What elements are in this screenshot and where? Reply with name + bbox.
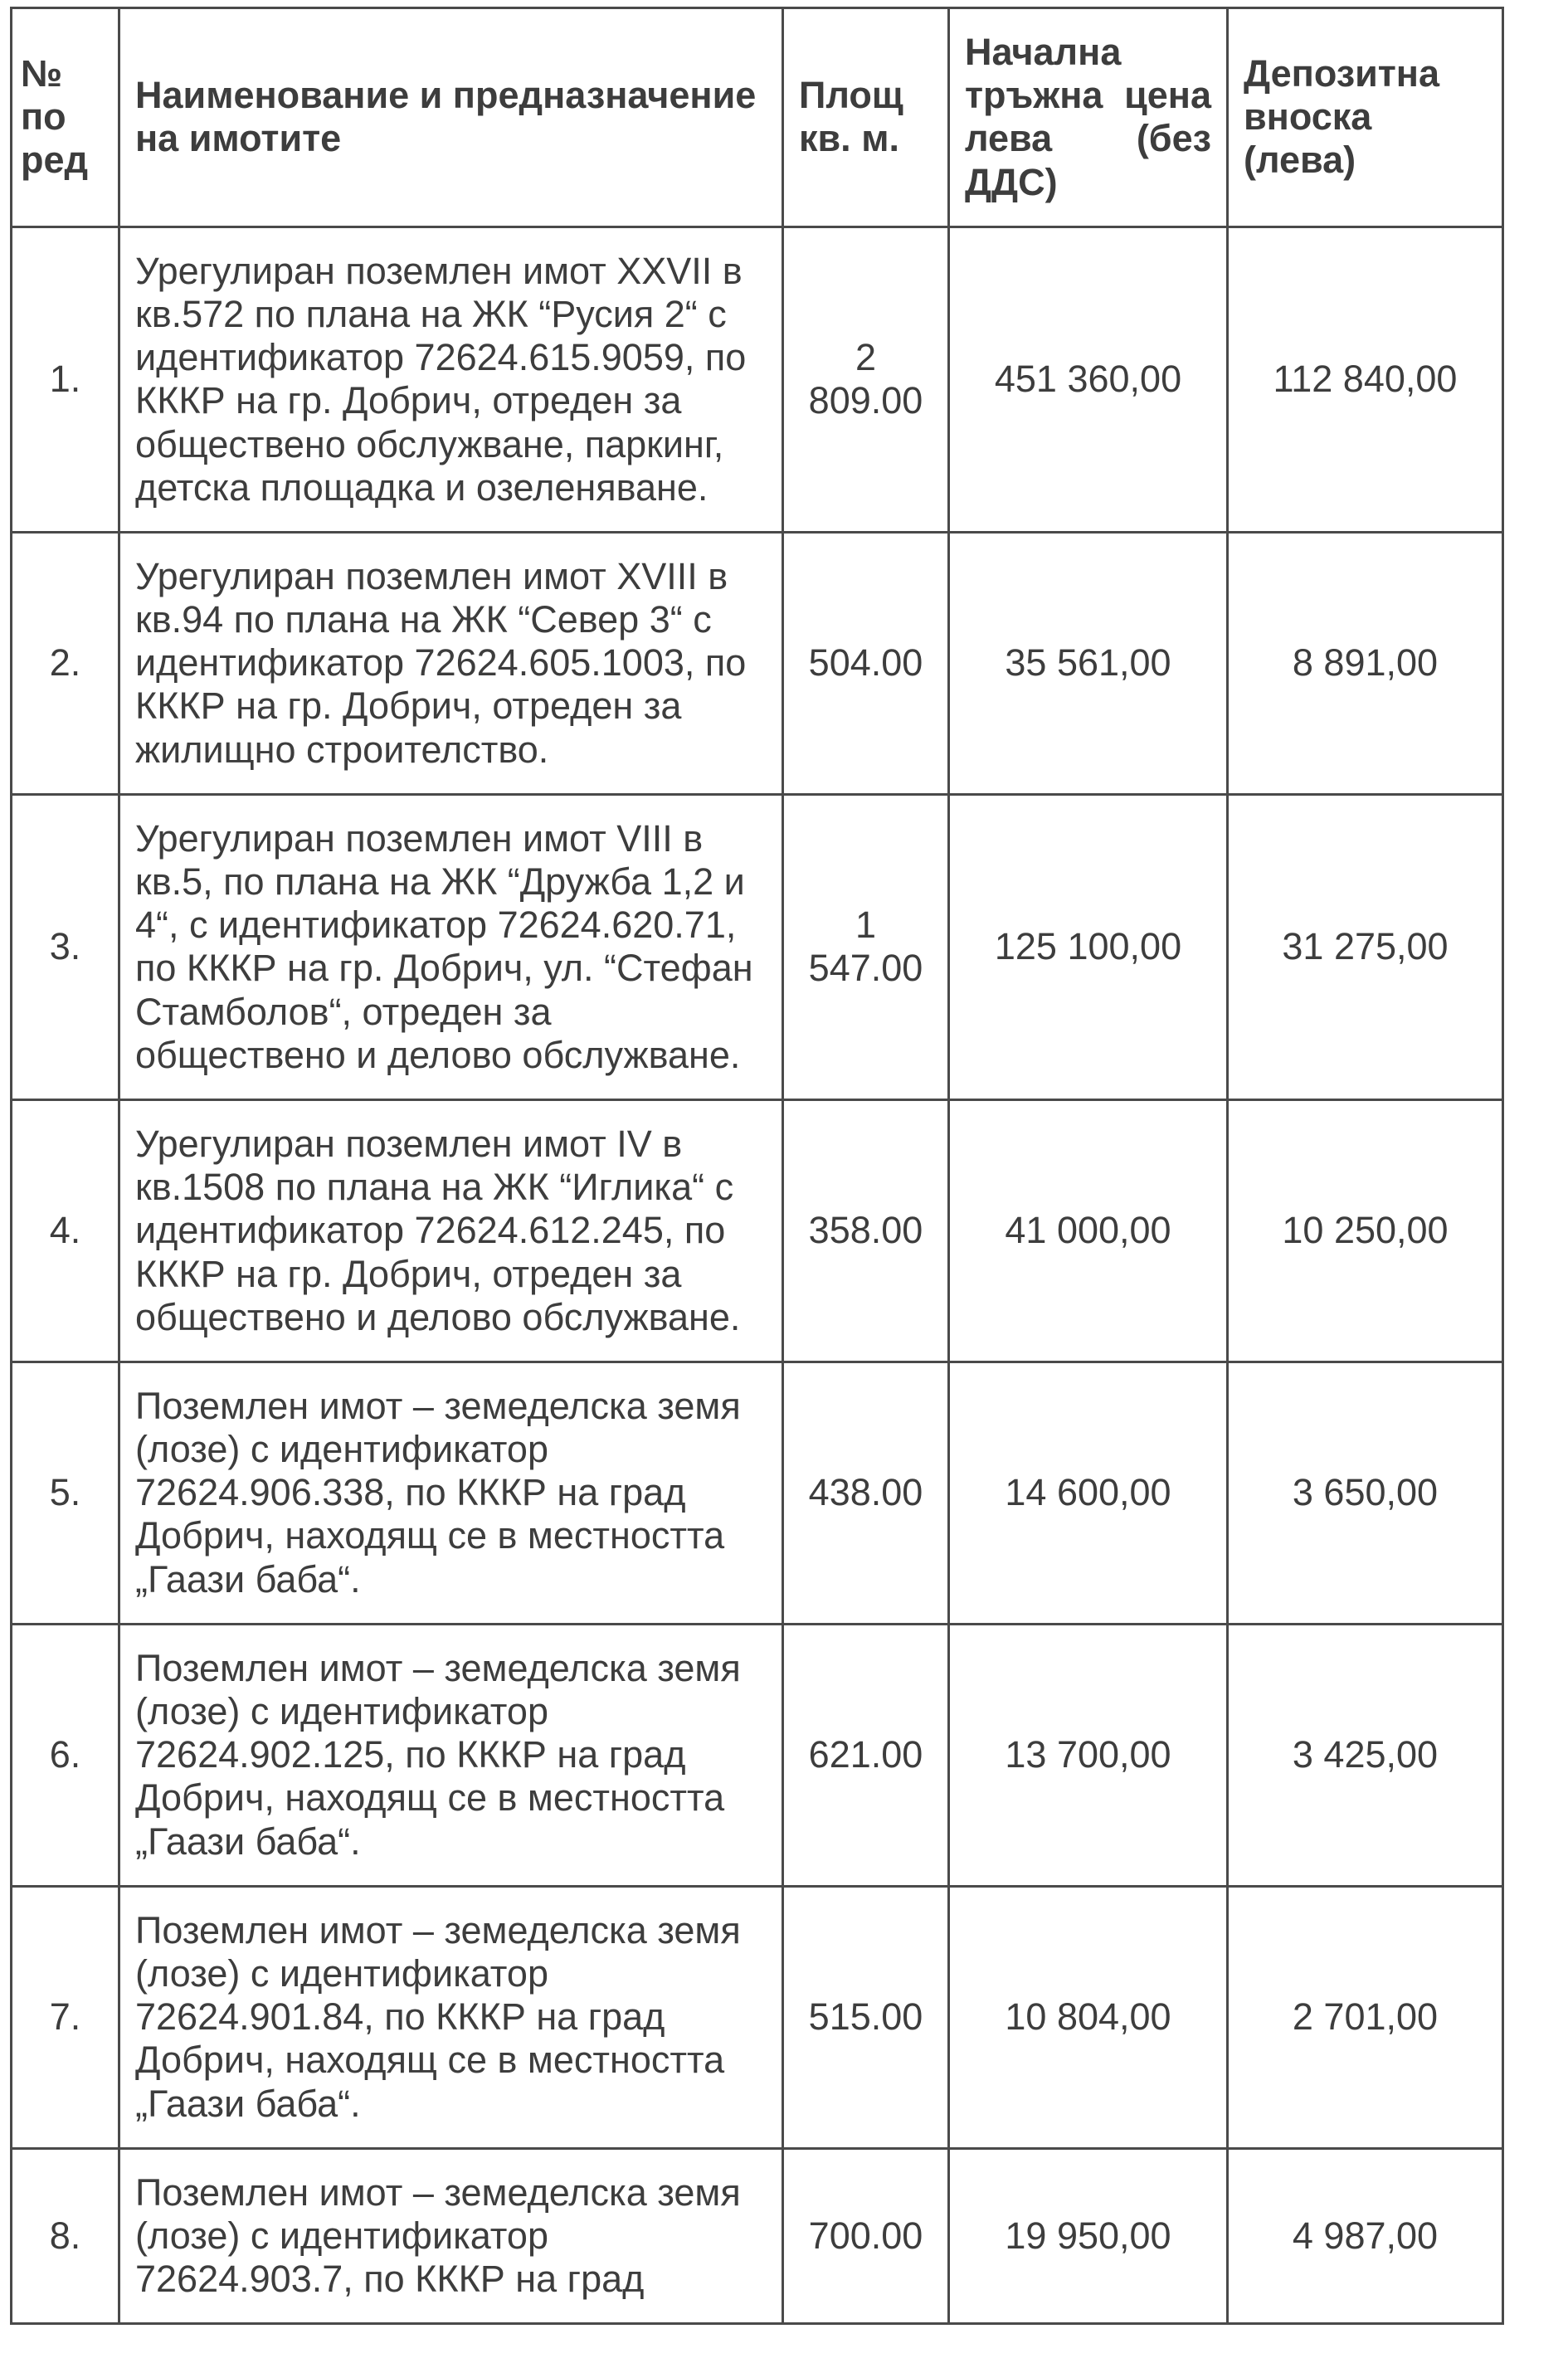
table-body [12, 227, 1503, 2324]
area-cell: 358.00 [783, 1099, 949, 1362]
starting-price-cell: 19 950,00 [949, 2148, 1228, 2324]
row-number-cell: 3. [12, 794, 119, 1099]
property-description-cell: Поземлен имот – земеделска земя (лозе) с идентификатор 72624.902.125, по КККР на град Добрич, находящ се в местността „Гаази баба“. [119, 1624, 783, 1886]
area-cell: 700.00 [783, 2148, 949, 2324]
property-description-cell: Урегулиран поземлен имот IV в кв.1508 по плана на ЖК “Иглика“ с идентификатор 72624.612.245, по КККР на гр. Добрич, отреден за обществено и делово обслужване. [119, 1099, 783, 1362]
property-description-cell: Урегулиран поземлен имот XXVII в кв.572 по плана на ЖК “Русия 2“ с идентификатор 72624.615.9059, по КККР на гр. Добрич, отреден за обществено обслужване, паркинг, детска площадка и озеленяване. [119, 227, 783, 532]
starting-price-cell: 13 700,00 [949, 1624, 1228, 1886]
properties-table [10, 7, 1504, 2325]
starting-price-cell: 125 100,00 [949, 794, 1228, 1099]
row-number-cell: 5. [12, 1362, 119, 1624]
starting-price-cell: 35 561,00 [949, 532, 1228, 794]
deposit-cell: 8 891,00 [1228, 532, 1503, 794]
table-header [12, 8, 1503, 227]
area-cell: 438.00 [783, 1362, 949, 1624]
deposit-cell: 2 701,00 [1228, 1886, 1503, 2148]
property-description-cell: Поземлен имот – земеделска земя (лозе) с идентификатор 72624.903.7, по КККР на град [119, 2148, 783, 2324]
row-number-cell: 6. [12, 1624, 119, 1886]
starting-price-cell: 41 000,00 [949, 1099, 1228, 1362]
area-cell: 504.00 [783, 532, 949, 794]
area-cell: 621.00 [783, 1624, 949, 1886]
row-number-cell: 7. [12, 1886, 119, 2148]
row-number-cell: 8. [12, 2148, 119, 2324]
table-row [12, 794, 1503, 1099]
table-row [12, 532, 1503, 794]
table-row [12, 1362, 1503, 1624]
deposit-cell: 10 250,00 [1228, 1099, 1503, 1362]
row-number-cell: 2. [12, 532, 119, 794]
starting-price-cell: 14 600,00 [949, 1362, 1228, 1624]
header-area: Площ кв. м. [783, 8, 949, 227]
deposit-cell: 3 650,00 [1228, 1362, 1503, 1624]
deposit-cell: 3 425,00 [1228, 1624, 1503, 1886]
table-row [12, 1886, 1503, 2148]
table-row [12, 1624, 1503, 1886]
table-row [12, 1099, 1503, 1362]
area-cell: 515.00 [783, 1886, 949, 2148]
deposit-cell: 31 275,00 [1228, 794, 1503, 1099]
row-number-cell: 4. [12, 1099, 119, 1362]
property-description-cell: Урегулиран поземлен имот XVIII в кв.94 по плана на ЖК “Север 3“ с идентификатор 72624.605.1003, по КККР на гр. Добрич, отреден за жилищно строителство. [119, 532, 783, 794]
table-row [12, 227, 1503, 532]
header-deposit: Депозитна вноска (лева) [1228, 8, 1503, 227]
table-row [12, 2148, 1503, 2324]
property-description-cell: Поземлен имот – земеделска земя (лозе) с идентификатор 72624.901.84, по КККР на град Добрич, находящ се в местността „Гаази баба“. [119, 1886, 783, 2148]
header-row [12, 8, 1503, 227]
header-property-name: Наименование и предназначение на имотите [119, 8, 783, 227]
deposit-cell: 4 987,00 [1228, 2148, 1503, 2324]
starting-price-cell: 451 360,00 [949, 227, 1228, 532]
header-starting-price: Начална тръжна цена лева (без ДДС) [949, 8, 1228, 227]
deposit-cell: 112 840,00 [1228, 227, 1503, 532]
property-description-cell: Поземлен имот – земеделска земя (лозе) с идентификатор 72624.906.338, по КККР на град Добрич, находящ се в местността „Гаази баба“. [119, 1362, 783, 1624]
starting-price-cell: 10 804,00 [949, 1886, 1228, 2148]
property-description-cell: Урегулиран поземлен имот VIII в кв.5, по плана на ЖК “Дружба 1,2 и 4“, с идентификатор 72624.620.71, по КККР на гр. Добрич, ул. “Стефан Стамболов“, отреден за обществено и делово обслужване. [119, 794, 783, 1099]
header-row-number: № по ред [12, 8, 119, 227]
row-number-cell: 1. [12, 227, 119, 532]
area-cell: 2 809.00 [783, 227, 949, 532]
area-cell: 1 547.00 [783, 794, 949, 1099]
